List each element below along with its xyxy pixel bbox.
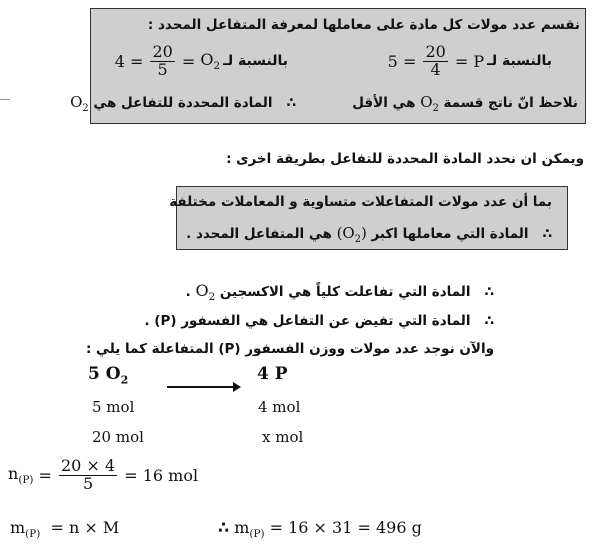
- moles-fraction: $\frac{20 \times 4}{5}$: [61, 456, 116, 493]
- moles-calculation: $n_{(P)}$ = $\frac{20 \times 4}{5}$ = 16 mol: [8, 456, 199, 493]
- statement-find-moles: والآن نوجد عدد مولات ووزن الفسفور (P) المتفاعلة كما يلي :: [85, 341, 494, 357]
- therefore-symbol: ∴: [218, 518, 230, 537]
- therefore-symbol: ∴: [484, 313, 494, 329]
- ratio-o2-fraction: [150, 44, 174, 79]
- ratio-p-label: بالنسبة لـ: [487, 53, 552, 70]
- therefore-symbol: ∴: [484, 284, 494, 300]
- ratio-o2-expression: 4 = $\frac{20}{5}$ = $O_2$: [114, 42, 221, 79]
- reaction-arrow: [167, 376, 239, 395]
- mass-result: ∴ $m_{(P)} = 16 \times 31 = 496$ g: [218, 518, 422, 541]
- mole-row2-left: 20 mol: [92, 428, 144, 446]
- ratio-o2-result: 4: [114, 51, 125, 71]
- note-lowest-quotient: نلاحظ انّ ناتج قسمة $O_2$ هي الأقل: [352, 93, 578, 114]
- mass-formula: $m_{(P)} = n \times M$: [10, 518, 120, 541]
- mole-row2-right: x mol: [262, 428, 304, 446]
- box2-line2: ∴ المادة التي معاملها اكبر $(O_2)$ هي المتفاعل المحدد .: [186, 224, 552, 245]
- ratio-p-species: P: [473, 51, 485, 71]
- product-p: 4 P: [257, 364, 288, 384]
- ratio-p-row: [388, 44, 552, 79]
- ratio-p-num: 20: [425, 42, 446, 61]
- n-symbol: $n_{(P)}$: [8, 464, 34, 487]
- therefore-symbol: ∴: [542, 226, 552, 242]
- therefore-symbol: ∴: [286, 95, 296, 111]
- reaction-equation: [88, 364, 128, 386]
- ratio-o2-row: [115, 44, 288, 79]
- margin-rule: [0, 99, 10, 100]
- moles-result: = 16 mol: [124, 465, 199, 485]
- box2-line1: بما أن عدد مولات المتفاعلات متساوية و المعاملات مختلفة: [169, 194, 552, 210]
- statement-fully-reacted: ∴ المادة التي تفاعلت كلياً هي الاكسجين $O_2$ .: [185, 281, 494, 304]
- ratio-o2-num: 20: [152, 42, 173, 61]
- ratio-o2-label: بالنسبة لـ: [223, 53, 288, 70]
- box1-heading: نقسم عدد مولات كل مادة على معاملها لمعرفة المتفاعل المحدد :: [147, 17, 580, 33]
- note-limiting-reactant: ∴ المادة المحددة للتفاعل هي $O_2$: [70, 93, 296, 114]
- statement-excess: ∴ المادة التي تفيض عن التفاعل هي الفسفور (P) .: [144, 313, 494, 329]
- ratio-o2-den: 5: [157, 59, 168, 79]
- ratio-p-result: 5: [387, 51, 398, 71]
- ratio-o2-species: $O_2$: [200, 50, 221, 73]
- mole-row1-left: 5 mol: [92, 398, 135, 416]
- mole-row1-right: 4 mol: [258, 398, 301, 416]
- alternative-method-intro: ويمكن ان نحدد المادة المحددة للتفاعل بطريقة اخرى :: [226, 151, 584, 167]
- ratio-p-den: 4: [430, 59, 441, 79]
- ratio-p-expression: 5 = $\frac{20}{4}$ = P: [387, 42, 485, 79]
- reactant-o2: 5 $O_2$: [88, 364, 129, 387]
- ratio-p-fraction: [423, 44, 447, 79]
